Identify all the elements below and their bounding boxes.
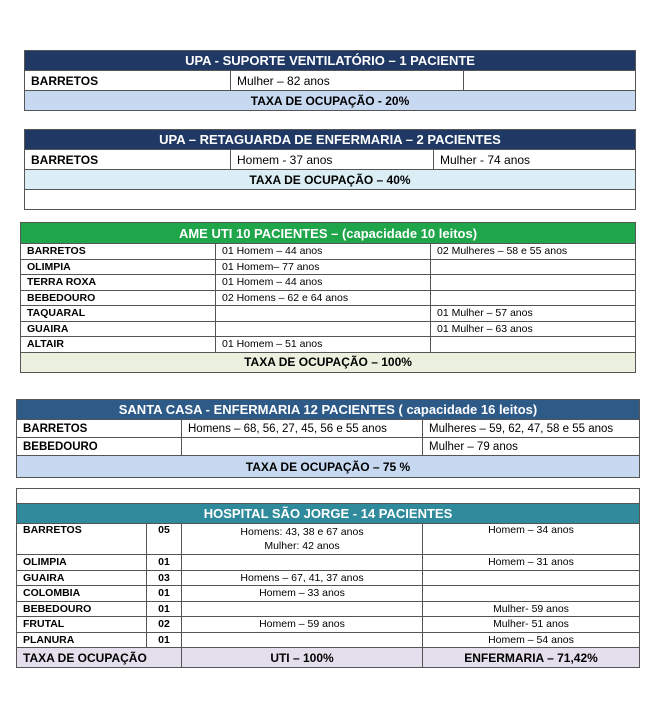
table-row <box>17 601 640 617</box>
table-row <box>17 524 640 555</box>
occupancy-rate: TAXA DE OCUPAÇÃO – 40% <box>25 170 636 190</box>
city-cell: PLANURA <box>17 632 147 648</box>
occupancy-rate: TAXA DE OCUPAÇÃO – 75 % <box>17 456 640 478</box>
uti-cell: Homem – 59 anos <box>182 617 423 633</box>
city-cell: BEBEDOURO <box>17 601 147 617</box>
patient-cell <box>431 259 636 275</box>
count-cell: 01 <box>147 632 182 648</box>
patient-cell: Mulher – 82 anos <box>231 71 464 91</box>
city-cell: GUAIRA <box>17 570 147 586</box>
occupancy-label: TAXA DE OCUPAÇÃO <box>17 648 182 668</box>
occupancy-enfermaria: ENFERMARIA – 71,42% <box>423 648 640 668</box>
blank-row <box>17 489 640 504</box>
patient-cell: 01 Homem – 51 anos <box>216 337 431 353</box>
table-row <box>21 259 636 275</box>
city-cell: OLIMPIA <box>21 259 216 275</box>
occupancy-uti: UTI – 100% <box>182 648 423 668</box>
patient-cell: Homem - 37 anos <box>231 150 434 170</box>
santa-casa-title: SANTA CASA - ENFERMARIA 12 PACIENTES ( capacidade 16 leitos) <box>17 400 640 420</box>
ame-uti-table <box>20 222 636 373</box>
upa-retaguarda-table <box>24 129 636 210</box>
city-cell: TAQUARAL <box>21 306 216 322</box>
patient-cell <box>182 438 423 456</box>
city-cell: GUAIRA <box>21 321 216 337</box>
table-row <box>21 275 636 291</box>
city-cell: FRUTAL <box>17 617 147 633</box>
table-row <box>21 337 636 353</box>
city-cell: BARRETOS <box>25 71 231 91</box>
uti-line: Mulher: 42 anos <box>264 540 340 552</box>
patient-cell: 01 Homem – 44 anos <box>216 275 431 291</box>
table-row <box>17 617 640 633</box>
patient-cell <box>431 290 636 306</box>
patient-cell <box>431 275 636 291</box>
city-cell: BARRETOS <box>17 420 182 438</box>
uti-cell: Homem – 33 anos <box>182 586 423 602</box>
count-cell: 03 <box>147 570 182 586</box>
patient-cell: 01 Homem – 44 anos <box>216 244 431 260</box>
count-cell: 02 <box>147 617 182 633</box>
table-row <box>17 586 640 602</box>
table-row <box>25 71 636 91</box>
enf-cell: Mulher- 59 anos <box>423 601 640 617</box>
enf-cell: Homem – 31 anos <box>423 555 640 571</box>
patient-cell: 01 Mulher – 57 anos <box>431 306 636 322</box>
table-row <box>21 321 636 337</box>
city-cell: OLIMPIA <box>17 555 147 571</box>
patient-cell: Mulher - 74 anos <box>434 150 636 170</box>
count-cell: 01 <box>147 586 182 602</box>
city-cell: COLOMBIA <box>17 586 147 602</box>
occupancy-rate: TAXA DE OCUPAÇÃO - 20% <box>25 91 636 111</box>
city-cell: TERRA ROXA <box>21 275 216 291</box>
ame-uti-title: AME UTI 10 PACIENTES – (capacidade 10 leitos) <box>21 223 636 244</box>
enf-cell: Homem – 54 anos <box>423 632 640 648</box>
patient-cell: Homens – 68, 56, 27, 45, 56 e 55 anos <box>182 420 423 438</box>
upa-retaguarda-title: UPA – RETAGUARDA DE ENFERMARIA – 2 PACIENTES <box>25 130 636 150</box>
count-cell: 01 <box>147 601 182 617</box>
table-row <box>17 555 640 571</box>
city-cell: ALTAIR <box>21 337 216 353</box>
uti-cell: Homens – 67, 41, 37 anos <box>182 570 423 586</box>
patient-cell: 01 Mulher – 63 anos <box>431 321 636 337</box>
enf-cell <box>423 586 640 602</box>
uti-cell <box>182 555 423 571</box>
patient-cell <box>464 71 636 91</box>
patient-cell: 02 Mulheres – 58 e 55 anos <box>431 244 636 260</box>
count-cell: 01 <box>147 555 182 571</box>
table-row <box>17 420 640 438</box>
city-cell: BARRETOS <box>25 150 231 170</box>
uti-line: Homens: 43, 38 e 67 anos <box>240 526 364 538</box>
uti-cell <box>182 601 423 617</box>
hospital-sao-jorge-title: HOSPITAL SÃO JORGE - 14 PACIENTES <box>17 504 640 524</box>
city-cell: BEBEDOURO <box>21 290 216 306</box>
table-row <box>21 244 636 260</box>
city-cell: BEBEDOURO <box>17 438 182 456</box>
table-row <box>17 570 640 586</box>
city-cell: BARRETOS <box>17 524 147 555</box>
count-cell: 05 <box>147 524 182 555</box>
city-cell: BARRETOS <box>21 244 216 260</box>
patient-cell: 02 Homens – 62 e 64 anos <box>216 290 431 306</box>
blank-row <box>25 190 636 210</box>
uti-cell <box>182 524 423 555</box>
table-row <box>17 632 640 648</box>
patient-cell <box>216 321 431 337</box>
santa-casa-table <box>16 399 640 478</box>
patient-cell: Mulher – 79 anos <box>423 438 640 456</box>
upa-suporte-title: UPA - SUPORTE VENTILATÓRIO – 1 PACIENTE <box>25 51 636 71</box>
enf-cell: Mulher- 51 anos <box>423 617 640 633</box>
patient-cell: 01 Homem– 77 anos <box>216 259 431 275</box>
table-row <box>17 438 640 456</box>
patient-cell <box>216 306 431 322</box>
table-row <box>25 150 636 170</box>
occupancy-rate: TAXA DE OCUPAÇÃO – 100% <box>21 352 636 372</box>
patient-cell <box>431 337 636 353</box>
enf-cell: Homem – 34 anos <box>423 524 640 555</box>
uti-cell <box>182 632 423 648</box>
hospital-sao-jorge-table <box>16 488 640 668</box>
table-row <box>21 306 636 322</box>
upa-suporte-table <box>24 50 636 111</box>
patient-cell: Mulheres – 59, 62, 47, 58 e 55 anos <box>423 420 640 438</box>
enf-cell <box>423 570 640 586</box>
table-row <box>21 290 636 306</box>
